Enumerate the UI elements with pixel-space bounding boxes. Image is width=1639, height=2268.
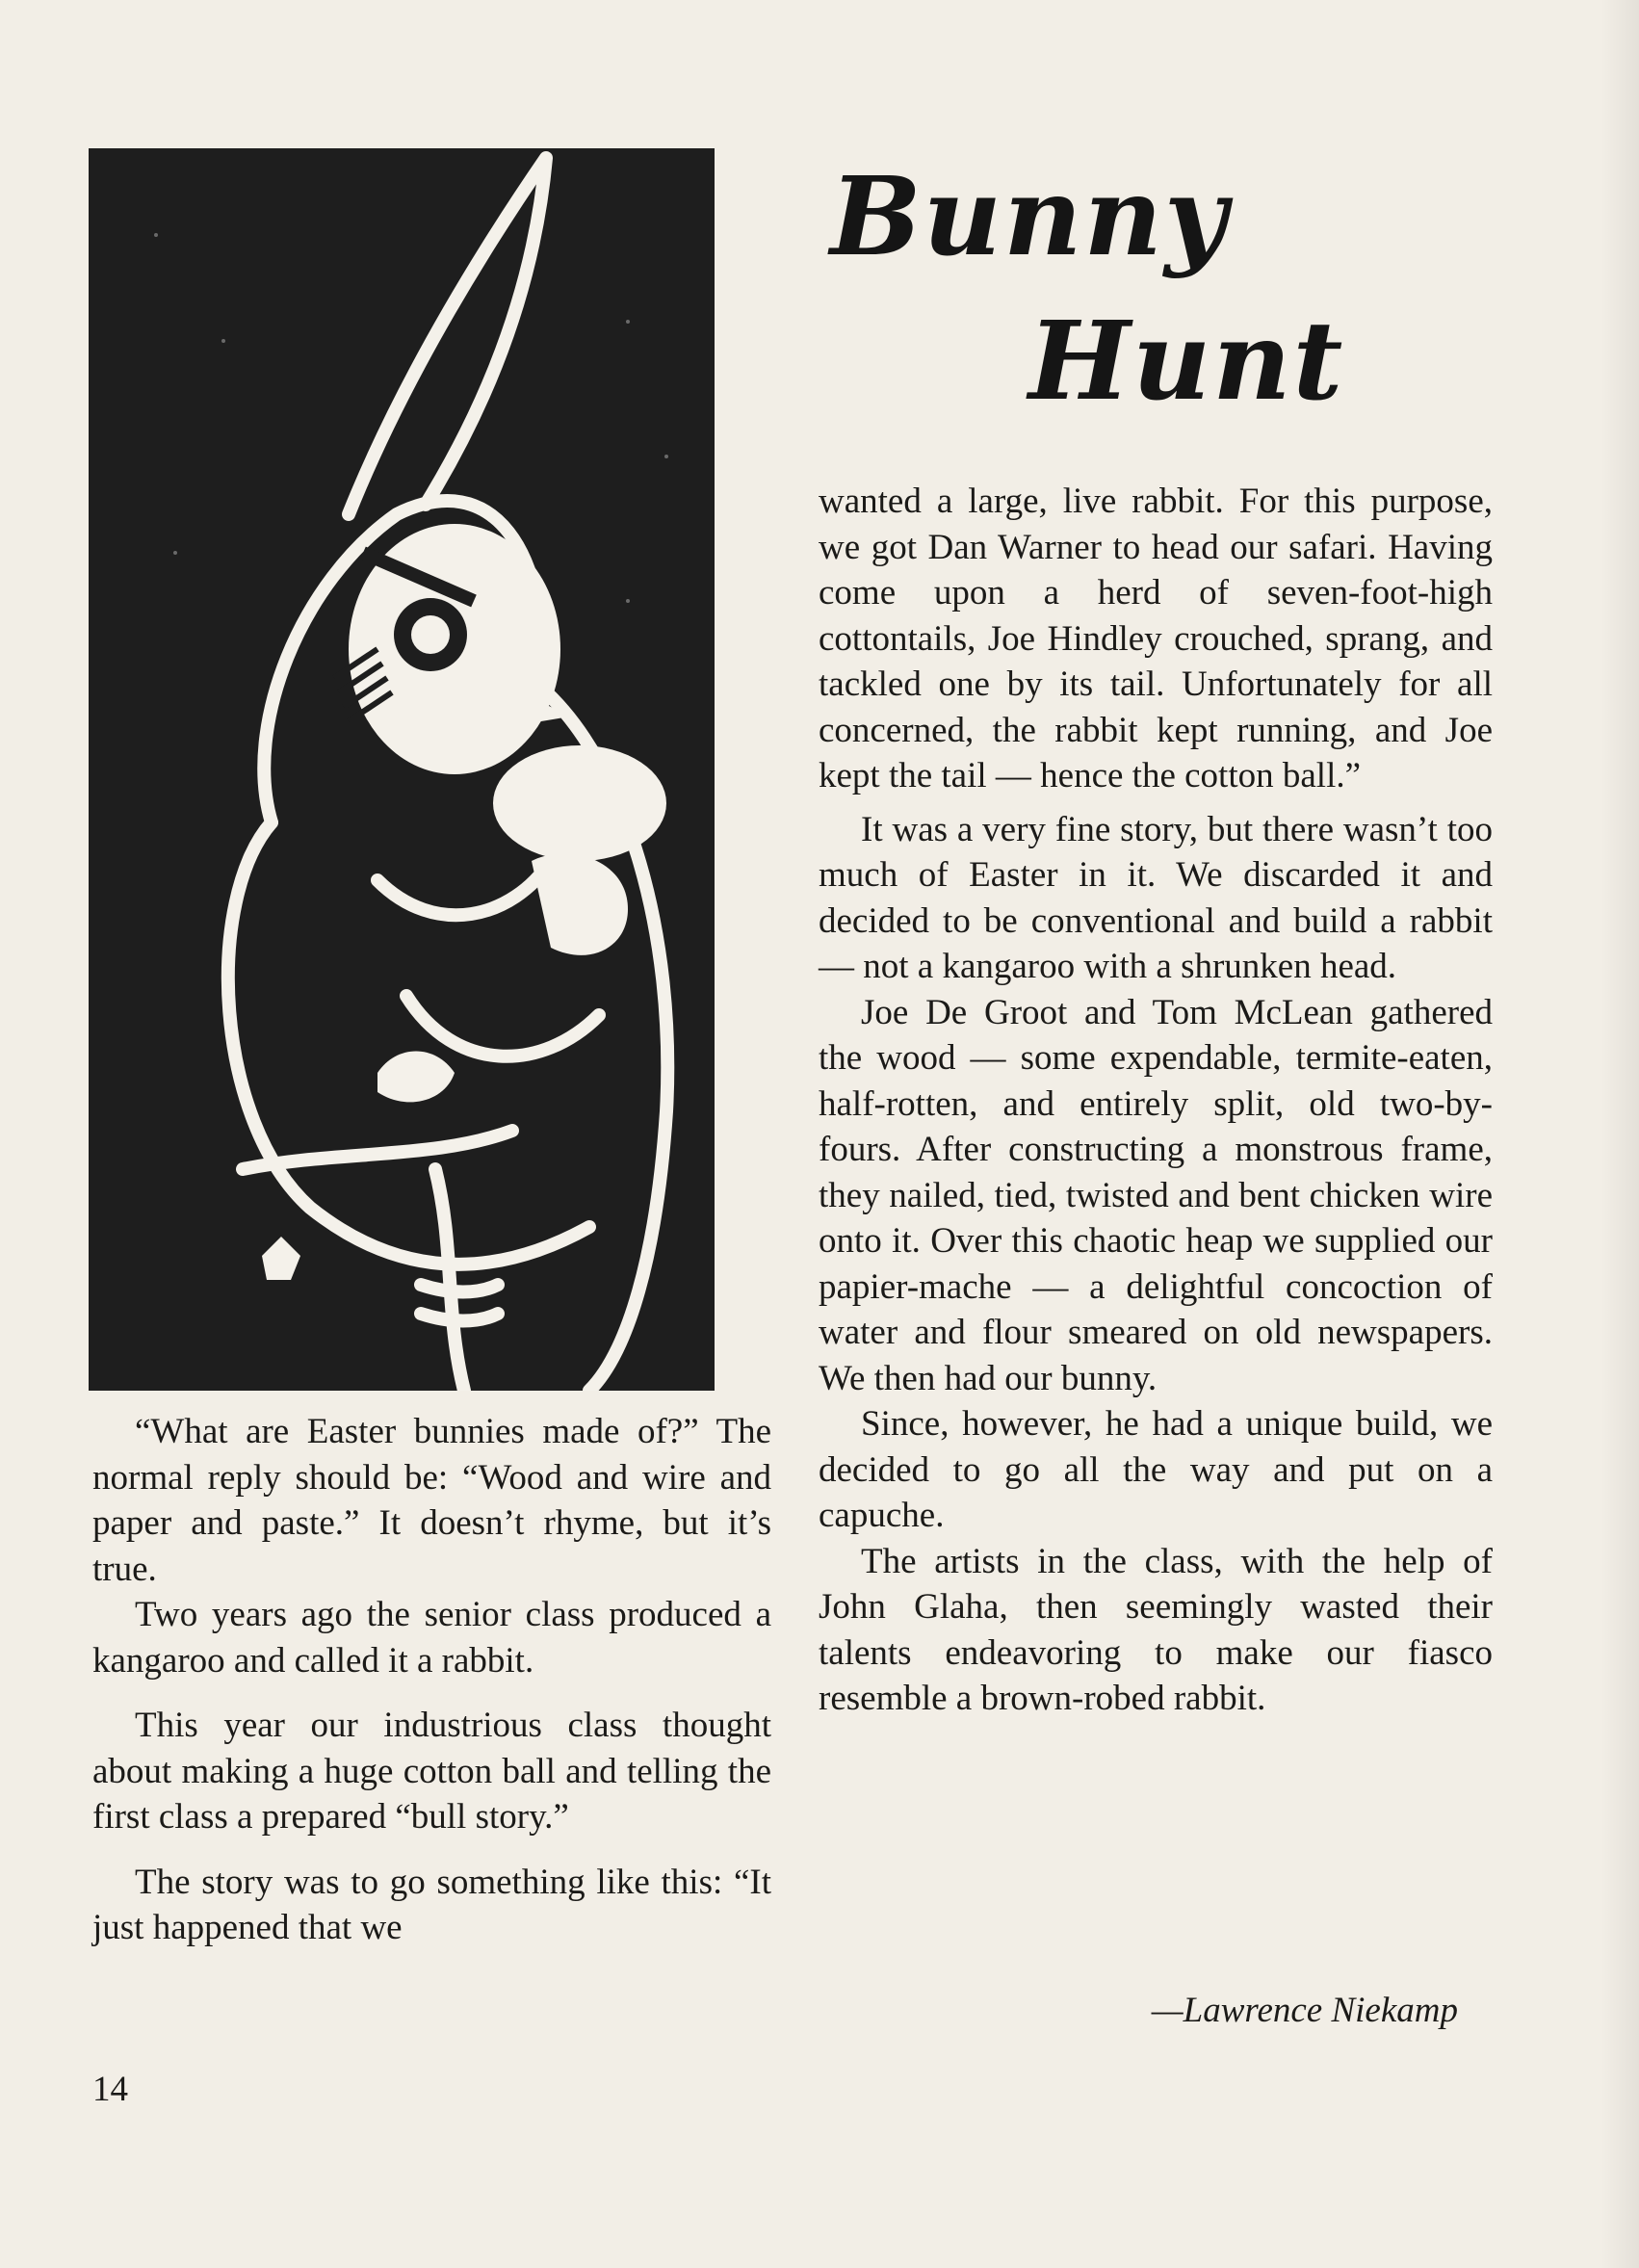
left-paragraph-2: Two years ago the senior class produced a kangaroo and called it a rabbit. [92, 1595, 771, 1681]
monk-rabbit-woodcut-icon [89, 148, 715, 1391]
right-paragraph-1: wanted a large, live rabbit. For this purpose, we got Dan Warner to head our safari. Having come upon a herd of seven-foot-high cottontails, Joe Hindley crouched, sprang, and tackled one by its tail. Unfortunately for all concerned, the rabbit kept running, and Joe kept the tail — hence the cotton ball.” [819, 482, 1493, 795]
left-column [92, 1409, 771, 1951]
right-paragraph-5: The artists in the class, with the help of John Glaha, then seemingly wasted their talents endeavoring to make our fiasco resemble a brown-robed rabbit. [819, 1541, 1493, 1718]
page-edge-shadow [1600, 0, 1639, 2268]
right-paragraph-2: It was a very fine story, but there wasn’t too much of Easter in it. We discarded it and decided to be conventional and build a rabbit — not a kangaroo with a shrunken head. [819, 809, 1493, 986]
right-paragraph-3: Joe De Groot and Tom McLean gathered the wood — some expendable, termite-eaten, half-rotten, and entirely split, old two-by-fours. After constructing a monstrous frame, they nailed, tied, twisted and bent chicken wire onto it. Over this chaotic heap we supplied our papier-mache — a delightful concoction of water and flour smeared on old newspapers. We then had our bunny. [819, 992, 1493, 1398]
page-number: 14 [92, 2070, 128, 2109]
right-column [819, 479, 1493, 1722]
article-title-line-1: Bunny [830, 154, 1230, 280]
left-paragraph-3: This year our industrious class thought about making a huge cotton ball and telling the first class a prepared “bull story.” [92, 1706, 771, 1837]
right-paragraph-4: Since, however, he had a unique build, we decided to go all the way and put on a capuche. [819, 1404, 1493, 1535]
article-title-line-2: Hunt [1028, 299, 1345, 425]
left-paragraph-4: The story was to go something like this: “It just happened that we [92, 1862, 771, 1947]
left-paragraph-1: “What are Easter bunnies made of?” The normal reply should be: “Wood and wire and paper and paste.” It doesn’t rhyme, but it’s true. [92, 1412, 771, 1589]
author-signature: —Lawrence Niekamp [1151, 1991, 1458, 2030]
